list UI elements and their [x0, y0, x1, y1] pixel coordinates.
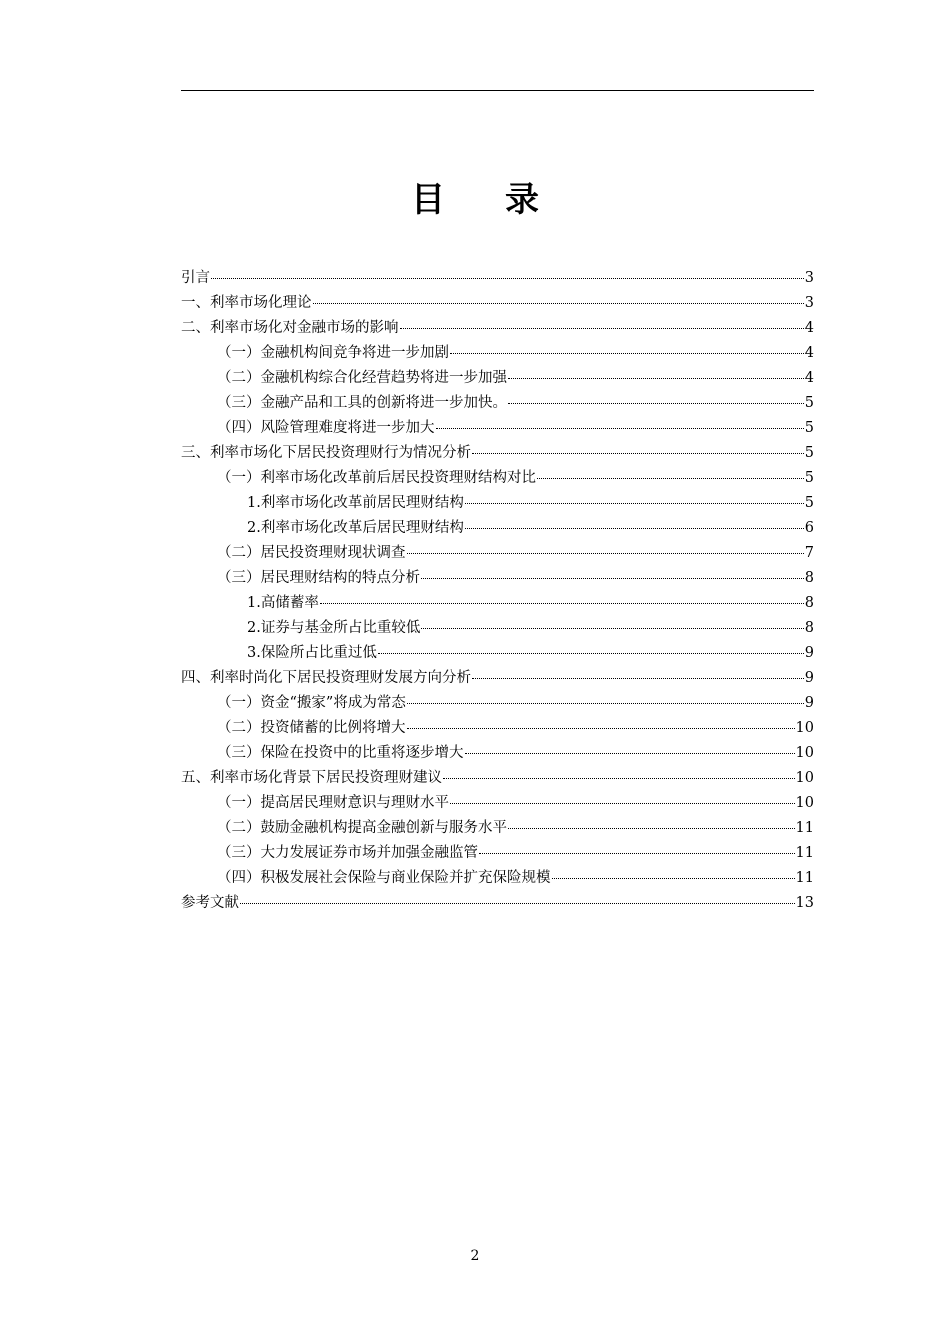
- toc-leader-dots: [436, 428, 804, 429]
- toc-entry[interactable]: [181, 841, 814, 866]
- toc-entry[interactable]: [181, 366, 814, 391]
- toc-entry-text: （二）金融机构综合化经营趋势将进一步加强: [217, 370, 507, 386]
- toc-leader-dots: [552, 878, 795, 879]
- toc-entry-text: （三）居民理财结构的特点分析: [217, 570, 420, 586]
- toc-entry-page: 8: [804, 570, 814, 586]
- toc-entry-page: 5: [804, 470, 814, 486]
- toc-entry-text: （三）保险在投资中的比重将逐步增大: [217, 745, 464, 761]
- toc-leader-dots: [407, 728, 795, 729]
- toc-entry[interactable]: [181, 791, 814, 816]
- toc-leader-dots: [508, 828, 795, 829]
- toc-entry[interactable]: [181, 616, 814, 641]
- toc-entry-page: 10: [795, 745, 814, 761]
- toc-entry[interactable]: [181, 591, 814, 616]
- toc-leader-dots: [421, 628, 803, 629]
- toc-leader-dots: [508, 378, 804, 379]
- toc-entry-text: （四）风险管理难度将进一步加大: [217, 420, 435, 436]
- toc-entry[interactable]: [181, 566, 814, 591]
- toc-leader-dots: [450, 803, 795, 804]
- toc-entry[interactable]: [181, 541, 814, 566]
- toc-entry[interactable]: [181, 816, 814, 841]
- toc-entry-text: （三）金融产品和工具的创新将进一步加快。: [217, 395, 507, 411]
- toc-entry-text: 参考文献: [181, 895, 239, 911]
- toc-entry[interactable]: [181, 291, 814, 316]
- toc-entry-text: 2.利率市场化改革后居民理财结构: [247, 520, 464, 536]
- toc-entry-page: 9: [804, 695, 814, 711]
- toc-leader-dots: [421, 578, 804, 579]
- toc-entry[interactable]: [181, 491, 814, 516]
- toc-entry-page: 5: [804, 395, 814, 411]
- toc-entry[interactable]: [181, 891, 814, 916]
- toc-entry-text: （二）投资储蓄的比例将增大: [217, 720, 406, 736]
- toc-entry-page: 8: [804, 595, 814, 611]
- toc-entry-text: （二）鼓励金融机构提高金融创新与服务水平: [217, 820, 507, 836]
- toc-entry[interactable]: [181, 691, 814, 716]
- toc-entry-text: 1.利率市场化改革前居民理财结构: [247, 495, 464, 511]
- toc-entry-page: 11: [795, 870, 814, 886]
- toc-entry-text: 五、利率市场化背景下居民投资理财建议: [181, 770, 442, 786]
- page-number: 2: [470, 1248, 480, 1264]
- toc-leader-dots: [508, 403, 804, 404]
- toc-leader-dots: [465, 753, 795, 754]
- toc-entry[interactable]: [181, 341, 814, 366]
- toc-entry-page: 3: [804, 270, 814, 286]
- toc-entry-text: 一、利率市场化理论: [181, 295, 312, 311]
- toc-entry-page: 3: [804, 295, 814, 311]
- toc-leader-dots: [537, 478, 804, 479]
- toc-entry-text: （一）利率市场化改革前后居民投资理财结构对比: [217, 470, 536, 486]
- toc-entry-text: 1.高储蓄率: [247, 595, 319, 611]
- toc-leader-dots: [407, 703, 804, 704]
- toc-entry[interactable]: [181, 416, 814, 441]
- toc-entry-text: 二、利率市场化对金融市场的影响: [181, 320, 399, 336]
- toc-entry[interactable]: [181, 391, 814, 416]
- toc-entry-page: 5: [804, 495, 814, 511]
- toc-entry[interactable]: [181, 466, 814, 491]
- toc-leader-dots: [320, 603, 804, 604]
- toc-entry[interactable]: [181, 766, 814, 791]
- toc-entry-text: 引言: [181, 270, 210, 286]
- toc-entry-text: （二）居民投资理财现状调查: [217, 545, 406, 561]
- toc-entry-page: 11: [795, 845, 814, 861]
- toc-entry-page: 9: [804, 670, 814, 686]
- toc-entry[interactable]: [181, 641, 814, 666]
- toc-entry[interactable]: [181, 741, 814, 766]
- toc-leader-dots: [211, 278, 804, 279]
- toc-entry-page: 13: [795, 895, 814, 911]
- toc-entry-text: （一）金融机构间竞争将进一步加剧: [217, 345, 449, 361]
- toc-entry-page: 11: [795, 820, 814, 836]
- toc-leader-dots: [443, 778, 795, 779]
- toc-entry-page: 5: [804, 445, 814, 461]
- table-of-contents: [181, 266, 814, 916]
- toc-entry-text: （三）大力发展证券市场并加强金融监管: [217, 845, 478, 861]
- toc-entry-page: 8: [804, 620, 814, 636]
- toc-entry[interactable]: [181, 441, 814, 466]
- toc-entry-text: 2.证券与基金所占比重较低: [247, 620, 421, 636]
- toc-entry[interactable]: [181, 266, 814, 291]
- toc-entry-page: 9: [804, 645, 814, 661]
- toc-entry[interactable]: [181, 866, 814, 891]
- toc-entry-text: 三、利率市场化下居民投资理财行为情况分析: [181, 445, 471, 461]
- toc-entry[interactable]: [181, 516, 814, 541]
- toc-entry-text: 3.保险所占比重过低: [247, 645, 377, 661]
- toc-leader-dots: [407, 553, 804, 554]
- toc-entry-page: 6: [804, 520, 814, 536]
- toc-leader-dots: [313, 303, 804, 304]
- header-rule: [181, 90, 814, 91]
- toc-entry-text: （四）积极发展社会保险与商业保险并扩充保险规模: [217, 870, 551, 886]
- toc-leader-dots: [472, 678, 804, 679]
- toc-leader-dots: [240, 903, 795, 904]
- toc-entry-text: 四、利率时尚化下居民投资理财发展方向分析: [181, 670, 471, 686]
- toc-leader-dots: [465, 503, 804, 504]
- toc-entry-page: 7: [804, 545, 814, 561]
- toc-entry-page: 4: [804, 320, 814, 336]
- toc-leader-dots: [378, 653, 804, 654]
- toc-entry-page: 10: [795, 770, 814, 786]
- toc-entry-page: 4: [804, 370, 814, 386]
- toc-entry-text: （一）提高居民理财意识与理财水平: [217, 795, 449, 811]
- toc-entry-page: 10: [795, 720, 814, 736]
- toc-entry-text: （一）资金“搬家”将成为常态: [217, 695, 406, 711]
- toc-entry[interactable]: [181, 716, 814, 741]
- toc-leader-dots: [472, 453, 804, 454]
- toc-leader-dots: [450, 353, 804, 354]
- toc-entry[interactable]: [181, 666, 814, 691]
- toc-leader-dots: [400, 328, 804, 329]
- toc-entry-page: 4: [804, 345, 814, 361]
- toc-entry-page: 10: [795, 795, 814, 811]
- toc-leader-dots: [479, 853, 795, 854]
- toc-entry-page: 5: [804, 420, 814, 436]
- toc-leader-dots: [465, 528, 804, 529]
- toc-entry[interactable]: [181, 316, 814, 341]
- page-title: 目录: [411, 180, 599, 220]
